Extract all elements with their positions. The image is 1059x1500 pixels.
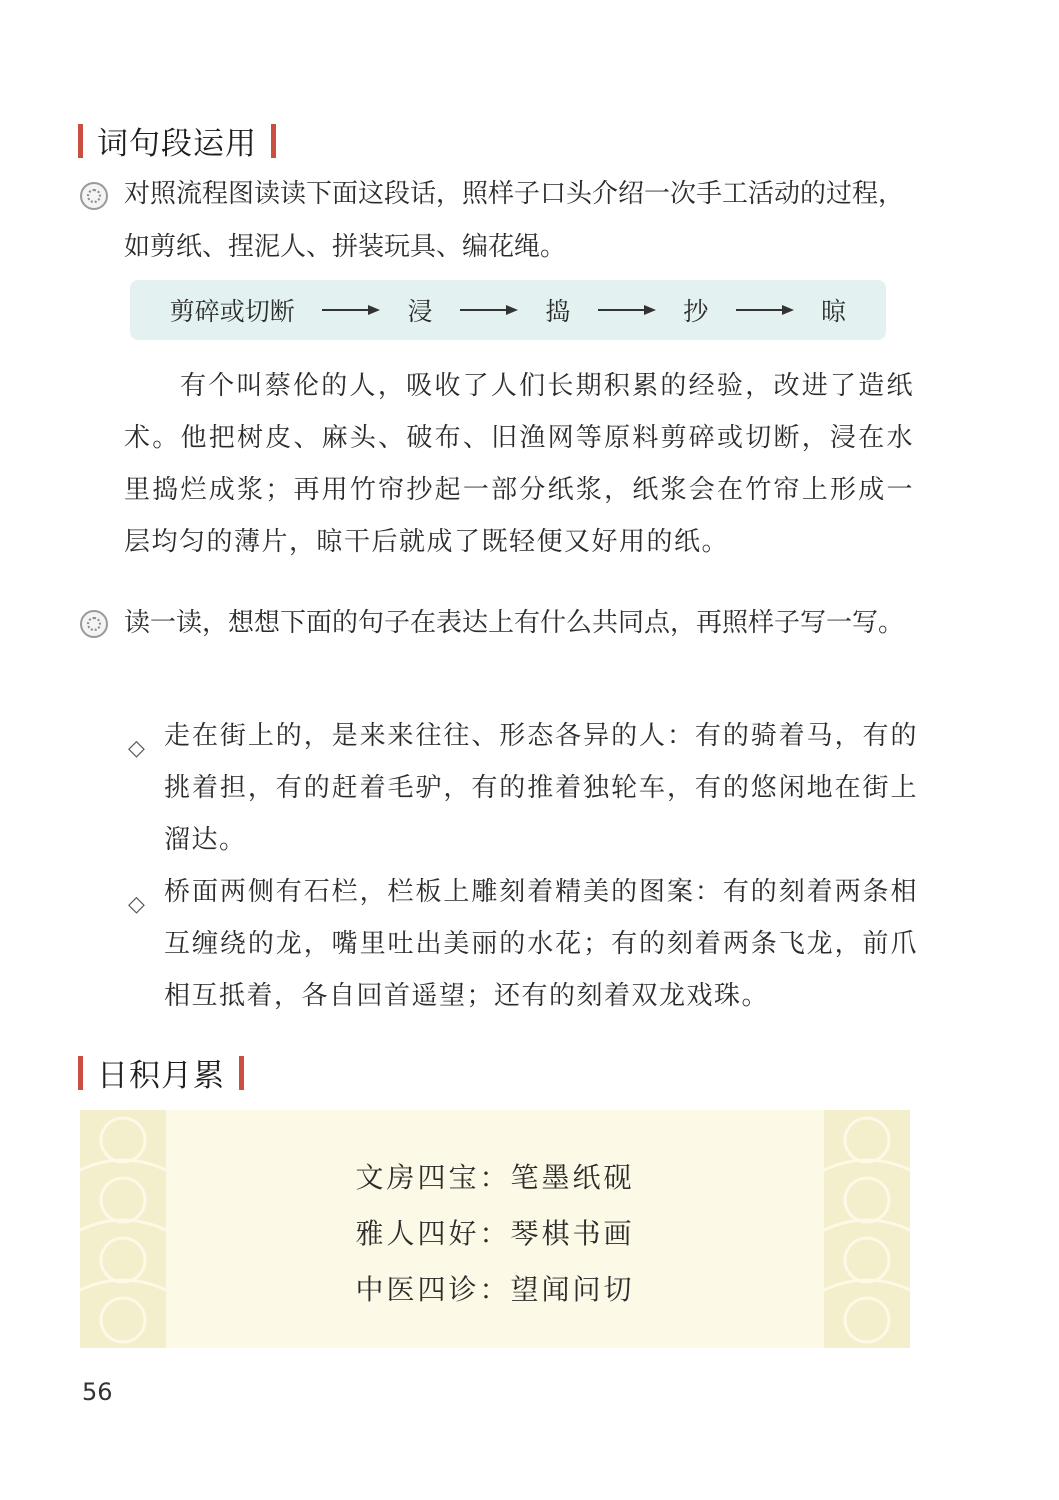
- diamond-bullet-icon: ◇: [128, 892, 147, 917]
- idiom-list: [80, 1150, 910, 1318]
- accumulation-panel: [80, 1110, 910, 1348]
- arrow-right-icon: [322, 305, 380, 315]
- flow-step: 捣: [545, 297, 571, 326]
- page-number: 56: [82, 1378, 113, 1406]
- section-title-rijiyuelei: [78, 1050, 244, 1095]
- question-2-text: 读一读，想想下面的句子在表达上有什么共同点，再照样子写一写。: [124, 608, 905, 638]
- section-title-ciju: [78, 118, 276, 163]
- exercise-icon: [80, 182, 108, 210]
- diamond-bullet-icon: ◇: [128, 736, 147, 761]
- idiom-line: 文房四宝：笔墨纸砚: [355, 1161, 635, 1194]
- arrow-right-icon: [598, 305, 656, 315]
- flow-step: 浸: [407, 297, 433, 326]
- example-text: 走在街上的，是来来往往、形态各异的人：有的骑着马，有的挑着担，有的赶着毛驴，有的推着独轮车，有的悠闲地在街上溜达。: [164, 721, 918, 855]
- flow-step: 晾: [821, 297, 847, 326]
- exercise-icon: [80, 610, 108, 638]
- title-bar-right: [271, 124, 276, 158]
- title-bar-left: [78, 124, 83, 158]
- flow-step: 抄: [683, 297, 709, 326]
- arrow-right-icon: [460, 305, 518, 315]
- question-1-text: 对照流程图读读下面这段话，照样子口头介绍一次手工活动的过程，如剪纸、捏泥人、拼装玩具、编花绳。: [124, 179, 905, 262]
- example-item: [128, 866, 918, 1022]
- title-bar-right: [239, 1056, 244, 1090]
- section-title-text: 日积月累: [97, 1058, 225, 1094]
- flow-step: 剪碎或切断: [169, 297, 295, 326]
- reading-passage: 有个叫蔡伦的人，吸收了人们长期积累的经验，改进了造纸术。他把树皮、麻头、破布、旧渔网等原料剪碎或切断，浸在水里捣烂成浆；再用竹帘抄起一部分纸浆，纸浆会在竹帘上形成一层均匀的薄片，晾干后就成了既轻便又好用的纸。: [124, 371, 914, 557]
- idiom-line: 中医四诊：望闻问切: [355, 1273, 635, 1306]
- title-bar-left: [78, 1056, 83, 1090]
- section-title-text: 词句段运用: [97, 126, 257, 162]
- process-flow: [130, 280, 886, 340]
- arrow-right-icon: [736, 305, 794, 315]
- idiom-line: 雅人四好：琴棋书画: [355, 1217, 635, 1250]
- example-text: 桥面两侧有石栏，栏板上雕刻着精美的图案：有的刻着两条相互缠绕的龙，嘴里吐出美丽的水花；有的刻着两条飞龙，前爪相互抵着，各自回首遥望；还有的刻着双龙戏珠。: [164, 877, 918, 1011]
- example-item: [128, 710, 918, 866]
